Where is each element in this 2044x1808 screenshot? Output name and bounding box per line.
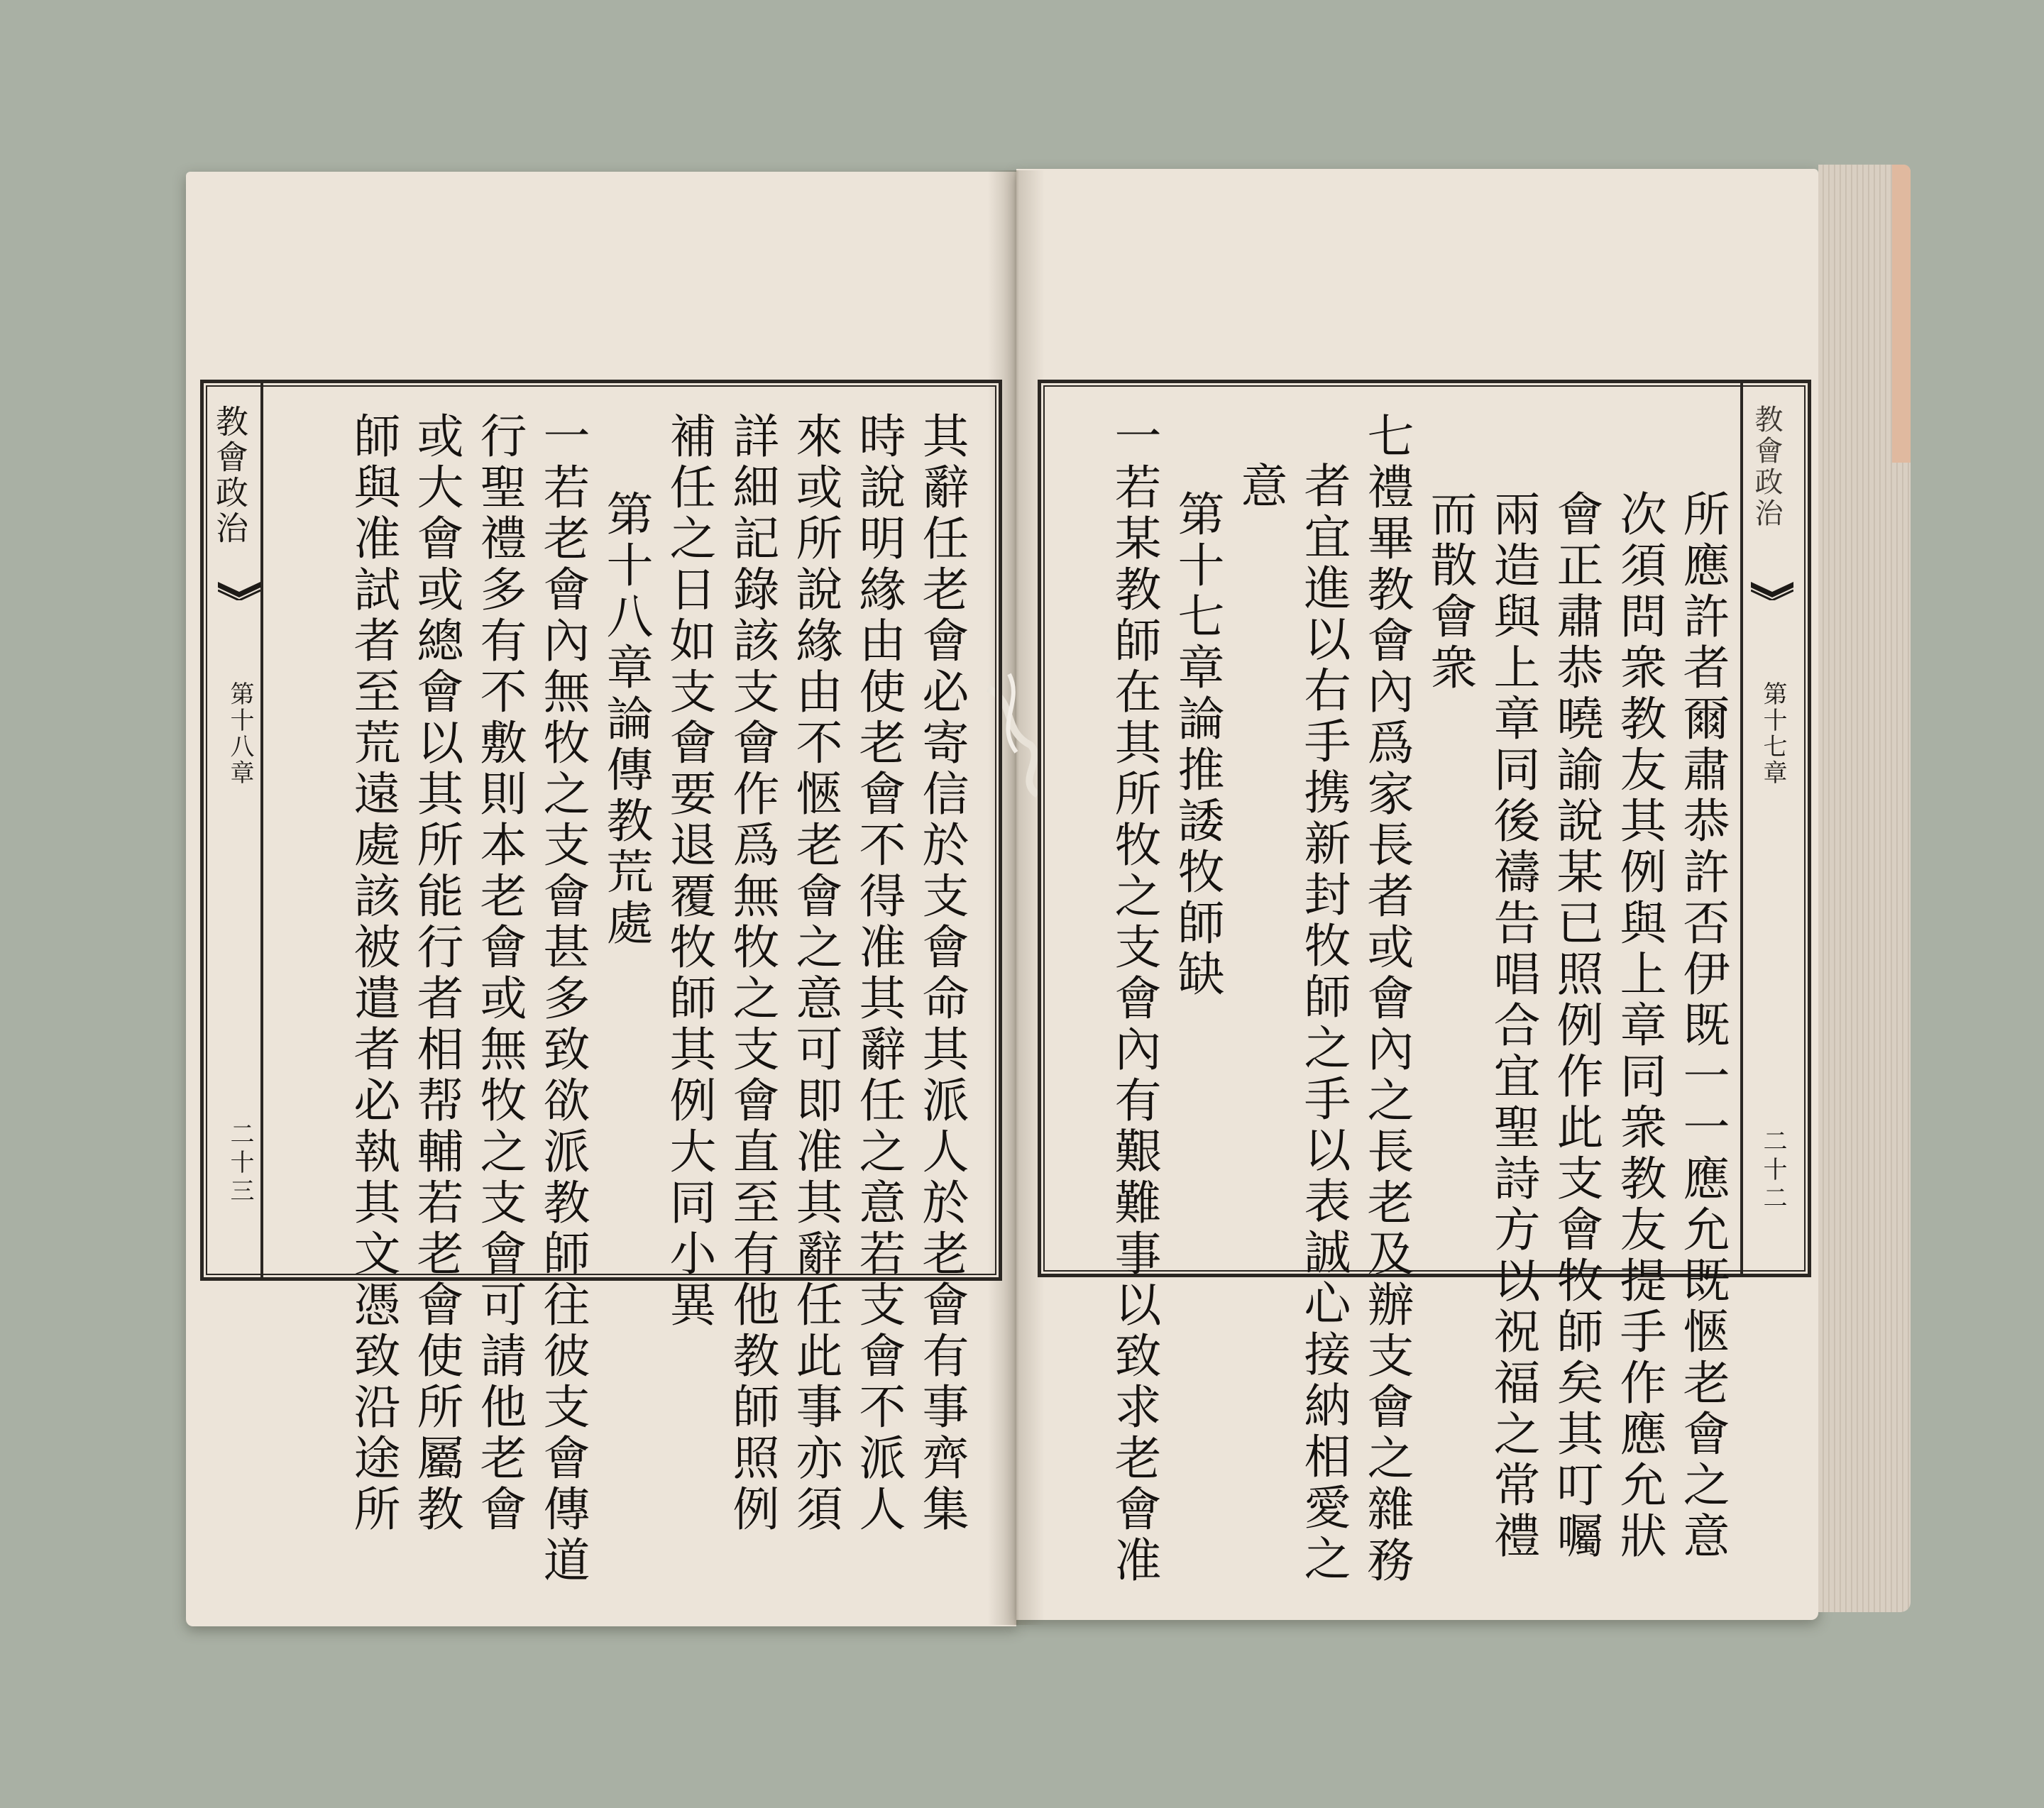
right-column-2: 次須問衆教友其例與上章同衆教友提手作應允狀	[1612, 490, 1666, 1562]
left-margin-page-number: 二十三	[226, 1121, 254, 1206]
right-margin-rule	[1740, 383, 1743, 1274]
right-column-8: 意	[1233, 461, 1287, 512]
right-column-3: 會正肅恭曉諭說某已照例作此支會牧師矣其叮囑	[1549, 490, 1603, 1562]
left-margin-rule	[260, 383, 263, 1277]
right-column-4: 兩造與上章同後禱告唱合宜聖詩方以祝福之常禮	[1485, 490, 1540, 1562]
left-margin-title: 教會政治	[211, 404, 249, 546]
left-column-5: 補任之日如支會要退覆牧師其例大同小異	[661, 412, 716, 1331]
left-text-frame	[200, 380, 1002, 1587]
right-margin-title: 教會政治	[1750, 404, 1783, 529]
right-margin-page-number: 二十二	[1759, 1128, 1787, 1213]
fishtail-mark-icon	[218, 582, 260, 600]
right-column-6: 七禮畢教會內爲家長者或會內之長老及辦支會之雜務	[1359, 412, 1414, 1587]
left-chapter-heading: 第十八章論傳教荒處	[598, 490, 653, 949]
left-column-4: 詳細記錄該支會作爲無牧之支會直至有他教師照例	[725, 412, 779, 1536]
left-column-7: 一若老會內無牧之支會甚多致欲派教師往彼支會傳道	[535, 412, 590, 1587]
right-text-frame	[1038, 380, 1811, 1587]
left-column-2: 時說明緣由使老會不得准其辭任之意若支會不派人	[851, 412, 906, 1536]
left-column-1: 其辭任老會必寄信於支會命其派人於老會有事齊集	[914, 412, 969, 1536]
open-book	[186, 163, 1903, 1632]
right-column-1: 所應許者爾肅恭許否伊既一一應允既愜老會之意	[1675, 490, 1730, 1562]
left-column-3: 來或所說緣由不愜老會之意可即准其辭任此事亦須	[788, 412, 842, 1536]
right-chapter-heading: 第十七章論推諉牧師缺	[1170, 490, 1224, 1001]
left-column-9: 或大會或總會以其所能行者相帮輔若老會使所屬教	[409, 412, 463, 1536]
right-margin-chapter: 第十七章	[1759, 681, 1787, 786]
left-margin-chapter: 第十八章	[226, 681, 254, 786]
left-column-8: 行聖禮多有不敷則本老會或無牧之支會可請他老會	[472, 412, 527, 1536]
right-column-10: 一若某教師在其所牧之支會內有艱難事以致求老會准	[1106, 412, 1161, 1587]
fishtail-mark-icon	[1751, 582, 1793, 600]
left-column-10: 師與准試者至荒遠處該被遣者必執其文憑致沿途所	[346, 412, 400, 1536]
page-edges	[1818, 165, 1911, 1612]
right-column-7: 者宜進以右手携新封牧師之手以表誠心接納相愛之	[1296, 461, 1351, 1585]
right-column-5: 而散會衆	[1422, 490, 1477, 694]
